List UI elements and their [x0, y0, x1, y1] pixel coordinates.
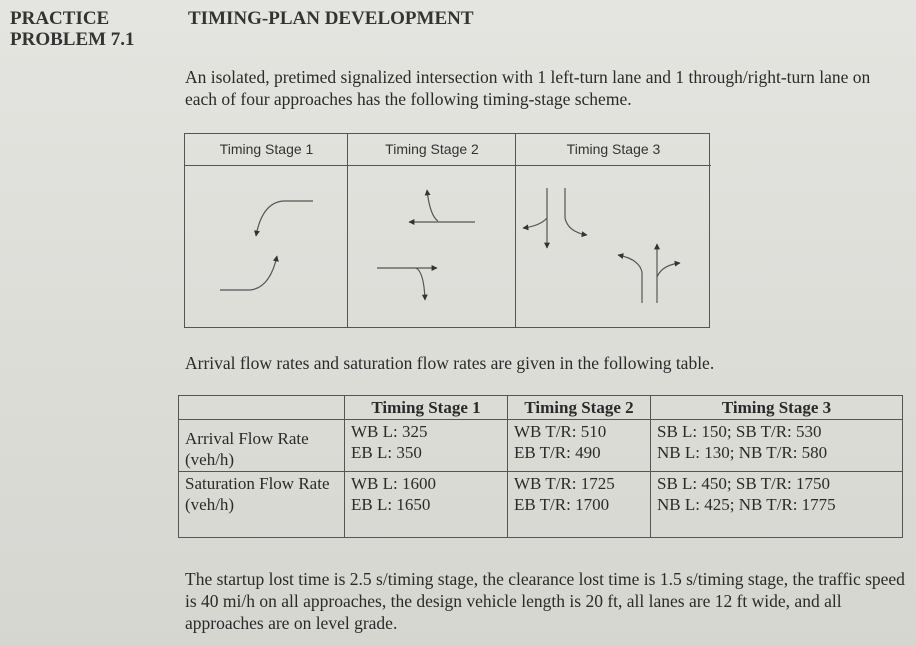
table-intro: Arrival flow rates and saturation flow rates are given in the following table. — [185, 353, 715, 373]
table-row — [179, 420, 903, 472]
wb-right-arrow — [427, 190, 438, 221]
table-row — [179, 472, 903, 538]
cell-line: WB L: 325 — [351, 422, 428, 441]
header-stage-1: Timing Stage 1 — [345, 396, 508, 420]
cell-line: WB T/R: 1725 — [514, 474, 615, 493]
table-cell — [345, 420, 508, 472]
stage-1-header: Timing Stage 1 — [185, 134, 348, 166]
table-header-row — [179, 396, 903, 420]
closing-paragraph: The startup lost time is 2.5 s/timing stage, the clearance lost time is 1.5 s/timing stage, the traffic speed is 40 mi/h on all approaches, the design vehicle length is 20 ft, all lanes are 12 ft wide, and all approaches are on level grade. — [185, 569, 905, 633]
flow-rate-table — [178, 395, 903, 538]
table-cell — [651, 472, 903, 538]
problem-label-line2: PROBLEM 7.1 — [10, 29, 135, 50]
nb-right-arrow — [657, 263, 680, 277]
sb-right-arrow — [523, 218, 547, 228]
cell-line: EB L: 1650 — [351, 495, 431, 514]
intro-paragraph: An isolated, pretimed signalized intersection with 1 left-turn lane and 1 through/right-turn lane on each of four approaches has the following timing-stage scheme. — [185, 67, 871, 109]
wb-left-arrow — [256, 201, 313, 236]
cell-line: WB T/R: 510 — [514, 422, 607, 441]
header-stage-3: Timing Stage 3 — [651, 396, 903, 420]
cell-line: SB L: 150; SB T/R: 530 — [657, 422, 822, 441]
eb-left-arrow — [220, 256, 277, 290]
row-label: Saturation Flow Rate (veh/h) — [179, 472, 345, 538]
table-cell — [345, 472, 508, 538]
table-cell — [508, 472, 651, 538]
problem-label-line1: PRACTICE — [10, 8, 110, 29]
cell-line: NB L: 425; NB T/R: 1775 — [657, 495, 836, 514]
cell-line: EB T/R: 1700 — [514, 495, 610, 514]
header-empty — [179, 396, 345, 420]
row-label: Arrival Flow Rate (veh/h) — [179, 420, 345, 472]
table-cell — [651, 420, 903, 472]
table-cell — [508, 420, 651, 472]
cell-line: NB L: 130; NB T/R: 580 — [657, 443, 828, 462]
stage-3-header: Timing Stage 3 — [516, 134, 711, 166]
cell-line: EB T/R: 490 — [514, 443, 601, 462]
header-stage-2: Timing Stage 2 — [508, 396, 651, 420]
stage-2-header: Timing Stage 2 — [348, 134, 516, 166]
sb-left-arrow — [565, 188, 587, 235]
cell-line: SB L: 450; SB T/R: 1750 — [657, 474, 831, 493]
eb-right-arrow — [416, 268, 425, 300]
nb-left-arrow — [618, 255, 642, 303]
cell-line: WB L: 1600 — [351, 474, 436, 493]
section-title: TIMING-PLAN DEVELOPMENT — [188, 8, 474, 29]
cell-line: EB L: 350 — [351, 443, 422, 462]
